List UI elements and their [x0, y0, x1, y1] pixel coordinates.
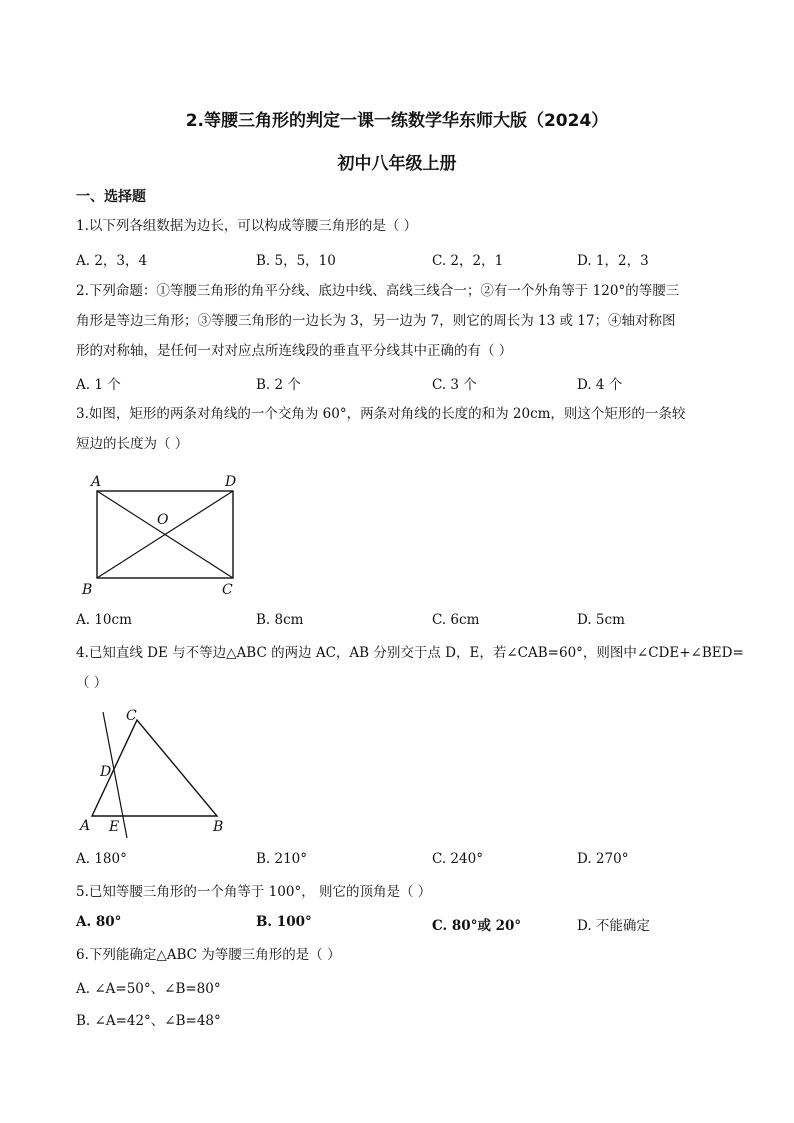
- question-1-option-a: A. 2，3，4: [76, 253, 148, 269]
- question-6-option-b: B. ∠A=42°、∠B=48°: [76, 1013, 221, 1029]
- question-2-option-a: A. 1 个: [76, 377, 121, 393]
- question-3-option-c: C. 6cm: [432, 612, 480, 628]
- question-4-option-d: D. 270°: [577, 851, 629, 867]
- question-3-option-d: D. 5cm: [577, 612, 625, 628]
- rectangle-diagram: [76, 466, 256, 602]
- question-6-stem: 6.下列能确定△ABC 为等腰三角形的是（ ）: [76, 947, 341, 963]
- question-2-stem-line-2: 角形是等边三角形；③等腰三角形的一边长为 3，另一边为 7，则它的周长为 13 或 17；④轴对称图: [76, 313, 676, 329]
- question-5-option-a: A. 80°: [76, 914, 122, 930]
- label-b: B: [82, 582, 93, 598]
- question-2-option-b: B. 2 个: [256, 377, 301, 393]
- question-4-stem-line-2: （ ）: [76, 675, 108, 691]
- section-heading: 一、选择题: [76, 189, 146, 205]
- question-2-option-c: C. 3 个: [432, 377, 477, 393]
- question-1-option-d: D. 1，2，3: [577, 253, 649, 269]
- question-5-option-c: C. 80°或 20°: [432, 918, 522, 934]
- triangle-diagram: [76, 704, 236, 840]
- question-6-option-a: A. ∠A=50°、∠B=80°: [76, 981, 221, 997]
- question-1-option-b: B. 5，5，10: [256, 253, 336, 269]
- question-2-option-d: D. 4 个: [577, 377, 623, 393]
- question-2-stem-line-3: 形的对称轴，是任何一对对应点所连线段的垂直平分线其中正确的有（ ）: [76, 343, 513, 359]
- question-1-stem: 1.以下列各组数据为边长，可以构成等腰三角形的是（ ）: [76, 218, 418, 234]
- label-c: C: [222, 582, 233, 598]
- label-a: A: [80, 818, 91, 834]
- question-3-option-b: B. 8cm: [256, 612, 304, 628]
- label-e: E: [109, 819, 120, 835]
- label-b: B: [213, 819, 224, 835]
- question-1-option-c: C. 2，2，1: [432, 253, 504, 269]
- label-a: A: [91, 474, 102, 490]
- label-d: D: [100, 764, 112, 780]
- label-o: O: [157, 512, 169, 528]
- document-title: 2.等腰三角形的判定一课一练数学华东师大版（2024）: [185, 111, 609, 131]
- question-3-stem-line-2: 短边的长度为（ ）: [76, 436, 189, 452]
- label-c: C: [126, 708, 137, 724]
- question-5-option-b: B. 100°: [256, 914, 312, 930]
- question-2-stem-line-1: 2.下列命题：①等腰三角形的角平分线、底边中线、高线三线合一；②有一个外角等于 120°的等腰三: [76, 283, 680, 299]
- question-4-option-c: C. 240°: [432, 851, 483, 867]
- question-3-stem-line-1: 3.如图，矩形的两条对角线的一个交角为 60°，两条对角线的长度的和为 20cm，则这个矩形的一条较: [76, 406, 686, 422]
- label-d: D: [225, 474, 237, 490]
- question-5-option-d: D. 不能确定: [577, 918, 650, 934]
- question-5-stem: 5.已知等腰三角形的一个角等于 100°， 则它的顶角是（ ）: [76, 884, 432, 900]
- question-4-stem-line-1: 4.已知直线 DE 与不等边△ABC 的两边 AC，AB 分别交于点 D，E，若∠CAB=60°，则图中∠CDE+∠BED=: [76, 645, 744, 661]
- question-4-option-b: B. 210°: [256, 851, 308, 867]
- question-3-option-a: A. 10cm: [76, 612, 132, 628]
- question-4-option-a: A. 180°: [76, 851, 127, 867]
- document-subtitle: 初中八年级上册: [337, 154, 457, 174]
